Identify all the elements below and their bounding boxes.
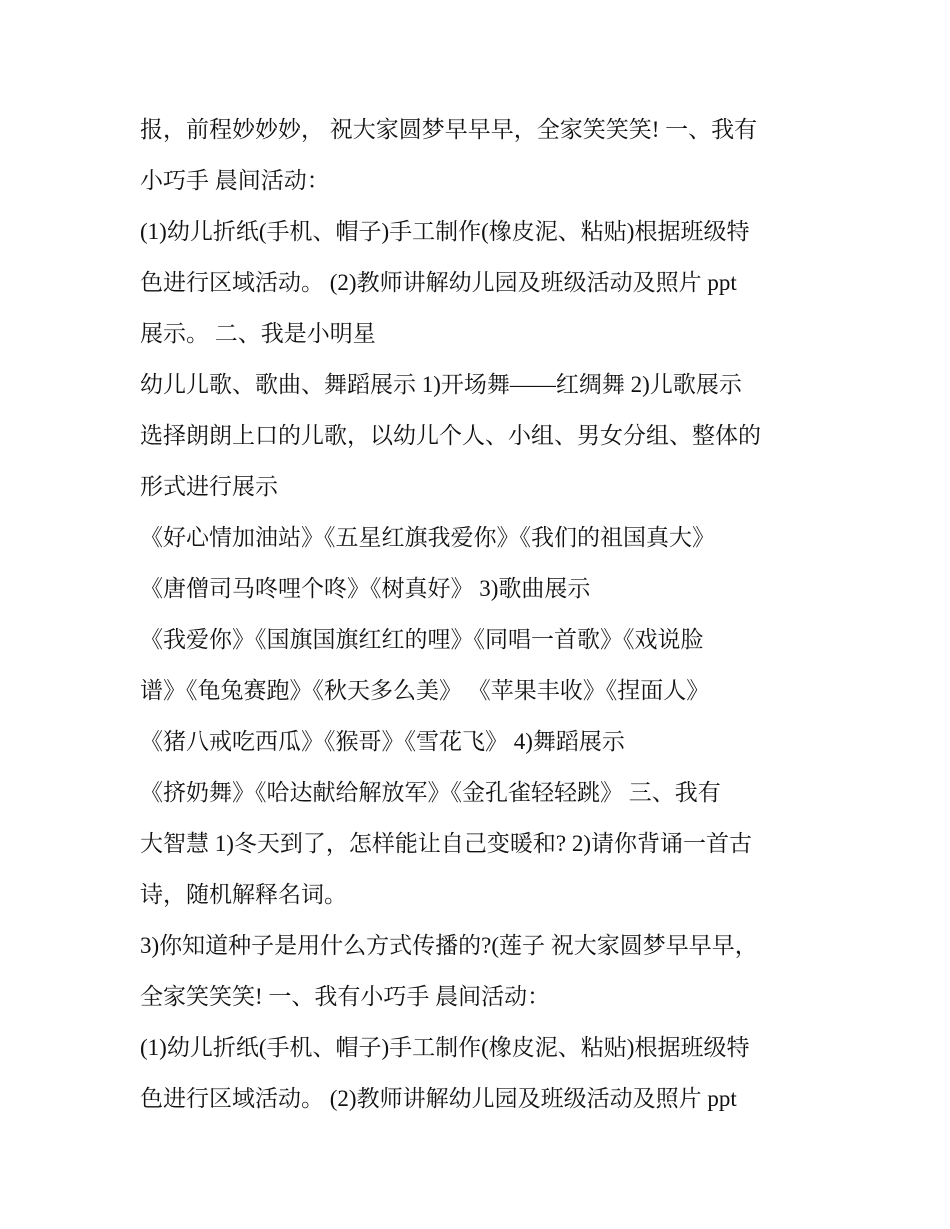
text-line: 谱》《龟兔赛跑》《秋天多么美》 《苹果丰收》《捏面人》 (140, 678, 710, 703)
text-line: 幼儿儿歌、歌曲、舞蹈展示 1)开场舞——红绸舞 2)儿歌展示 (140, 372, 742, 397)
text-line: 报，前程妙妙妙， 祝大家圆梦早早早，全家笑笑笑! 一、我有 (140, 117, 758, 142)
text-line: 3)你知道种子是用什么方式传播的?(莲子 祝大家圆梦早早早， (140, 933, 758, 958)
text-line: 《猪八戒吃西瓜》《猴哥》《雪花飞》 4)舞蹈展示 (140, 729, 625, 754)
text-line: 《好心情加油站》《五星红旗我爱你》《我们的祖国真大》 (140, 525, 715, 550)
text-line: 形式进行展示 (140, 474, 278, 499)
text-line: 小巧手 晨间活动： (140, 168, 330, 193)
text-line: 《我爱你》《国旗国旗红红的哩》《同唱一首歌》《戏说脸 (140, 627, 704, 652)
text-line: (1)幼儿折纸(手机、帽子)手工制作(橡皮泥、粘贴)根据班级特 (140, 219, 750, 244)
text-line: 诗，随机解释名词。 (140, 882, 347, 907)
text-line: (1)幼儿折纸(手机、帽子)手工制作(橡皮泥、粘贴)根据班级特 (140, 1035, 750, 1060)
text-line: 展示。 二、我是小明星 (140, 321, 376, 346)
text-line: 色进行区域活动。 (2)教师讲解幼儿园及班级活动及照片 ppt (140, 1086, 737, 1111)
document-body (140, 104, 830, 1124)
text-line: 色进行区域活动。 (2)教师讲解幼儿园及班级活动及照片 ppt (140, 270, 737, 295)
text-line: 《唐僧司马咚哩个咚》《树真好》 3)歌曲展示 (140, 576, 591, 601)
text-line: 大智慧 1)冬天到了，怎样能让自己变暖和? 2)请你背诵一首古 (140, 831, 753, 856)
text-line: 选择朗朗上口的儿歌，以幼儿个人、小组、男女分组、整体的 (140, 423, 761, 448)
text-line: 《挤奶舞》《哈达献给解放军》《金孔雀轻轻跳》 三、我有 (140, 780, 721, 805)
text-line: 全家笑笑笑! 一、我有小巧手 晨间活动： (140, 984, 551, 1009)
